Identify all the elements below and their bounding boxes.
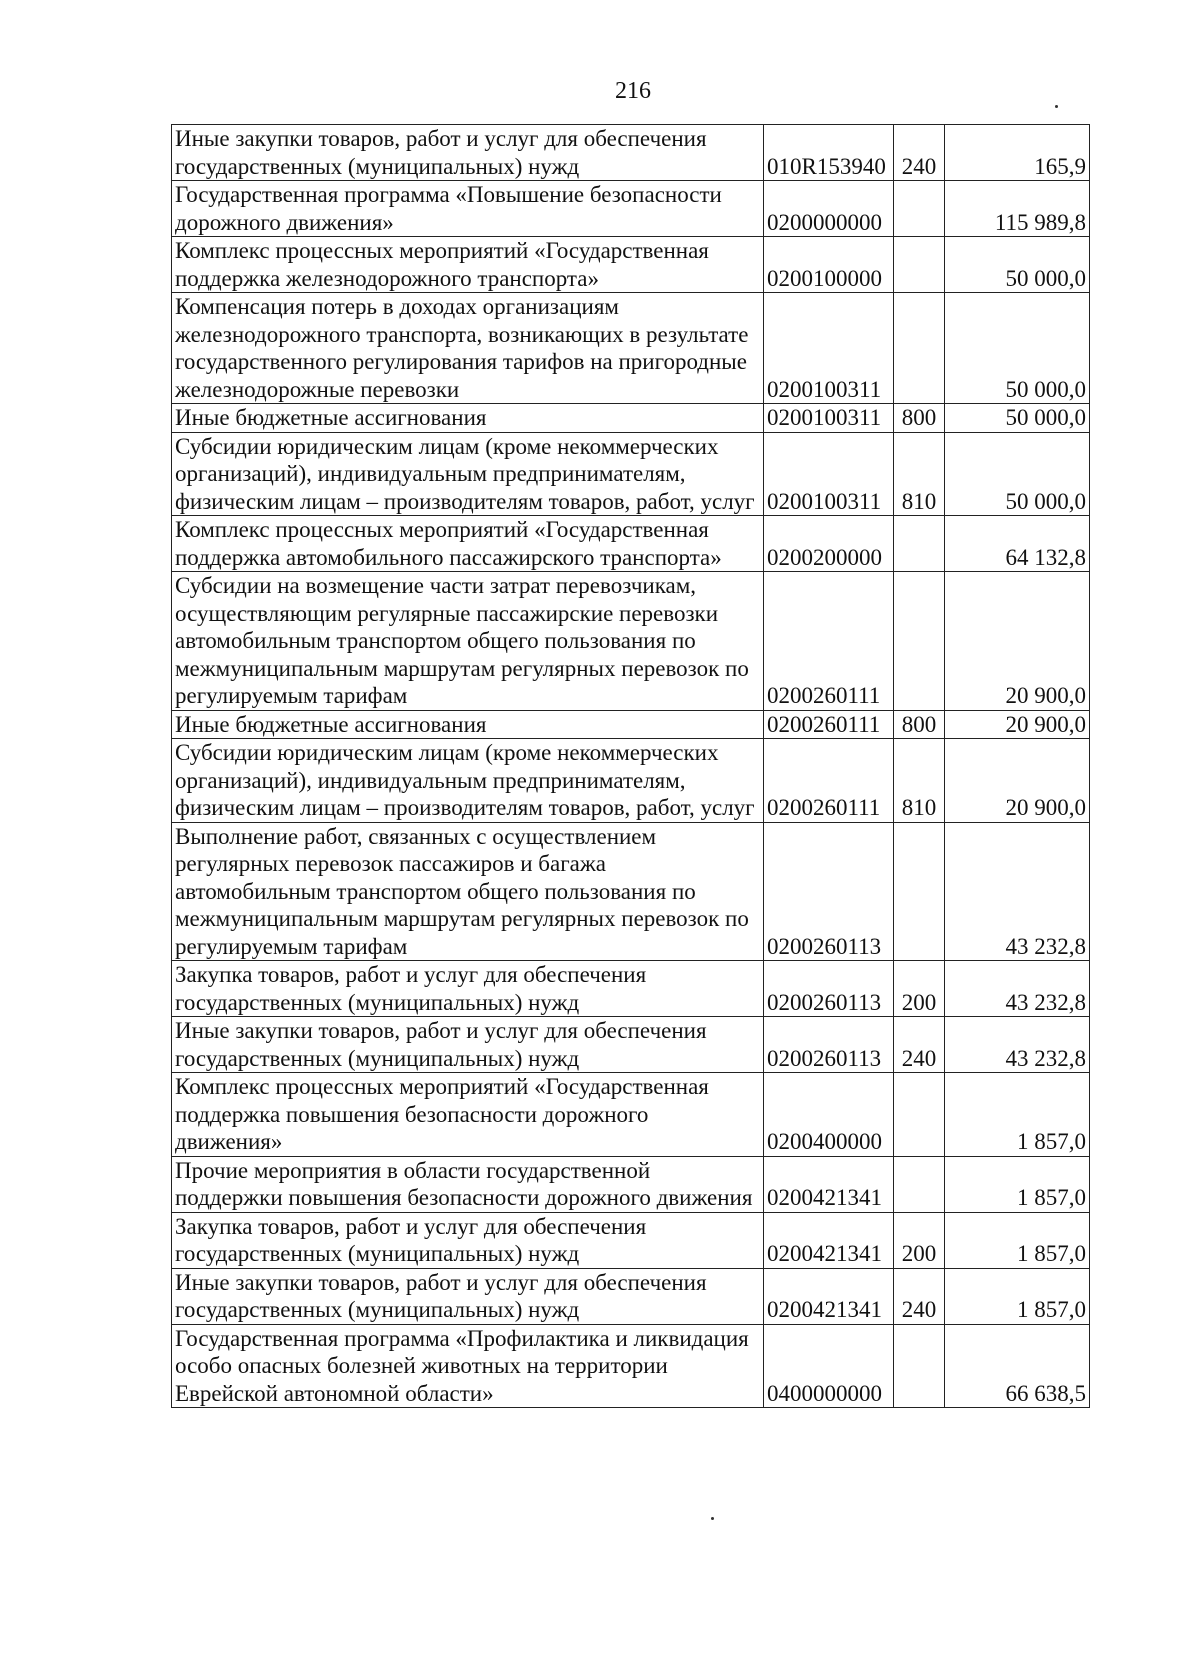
row-name-cell: Закупка товаров, работ и услуг для обеспечения государственных (муниципальных) нужд	[172, 961, 764, 1017]
row-sum-cell: 1 857,0	[945, 1073, 1090, 1157]
row-sum-cell: 43 232,8	[945, 961, 1090, 1017]
table-row	[172, 293, 1090, 404]
row-sum-cell: 50 000,0	[945, 404, 1090, 433]
row-sum-cell: 66 638,5	[945, 1324, 1090, 1408]
row-code-cell: 0200260111	[764, 710, 894, 739]
row-name-cell: Комплекс процессных мероприятий «Государственная поддержка автомобильного пассажирского транспорта»	[172, 516, 764, 572]
row-sum-cell: 20 900,0	[945, 572, 1090, 711]
table-row	[172, 572, 1090, 711]
row-type-cell	[894, 181, 945, 237]
row-sum-cell: 115 989,8	[945, 181, 1090, 237]
table-row	[172, 1017, 1090, 1073]
row-name-cell: Выполнение работ, связанных с осуществлением регулярных перевозок пассажиров и багажа автомобильным транспортом общего пользования по межмуниципальным маршрутам регулярных перевозок по регулируемым тарифам	[172, 822, 764, 961]
row-code-cell: 010R153940	[764, 125, 894, 181]
row-type-cell: 240	[894, 1017, 945, 1073]
table-row	[172, 125, 1090, 181]
row-name-cell: Комплекс процессных мероприятий «Государственная поддержка железнодорожного транспорта»	[172, 237, 764, 293]
row-code-cell: 0200260113	[764, 1017, 894, 1073]
row-name-cell: Иные закупки товаров, работ и услуг для обеспечения государственных (муниципальных) нужд	[172, 1268, 764, 1324]
row-code-cell: 0200421341	[764, 1212, 894, 1268]
row-sum-cell: 50 000,0	[945, 237, 1090, 293]
row-name-cell: Субсидии юридическим лицам (кроме некоммерческих организаций), индивидуальным предпринимателям, физическим лицам – производителям товаров, работ, услуг	[172, 739, 764, 823]
row-code-cell: 0200421341	[764, 1268, 894, 1324]
row-sum-cell: 20 900,0	[945, 710, 1090, 739]
table-row	[172, 181, 1090, 237]
budget-table-body	[172, 125, 1090, 1408]
table-row	[172, 432, 1090, 516]
table-row	[172, 822, 1090, 961]
row-code-cell: 0200400000	[764, 1073, 894, 1157]
row-code-cell: 0200100000	[764, 237, 894, 293]
row-name-cell: Субсидии юридическим лицам (кроме некоммерческих организаций), индивидуальным предпринимателям, физическим лицам – производителям товаров, работ, услуг	[172, 432, 764, 516]
row-type-cell	[894, 1156, 945, 1212]
row-type-cell: 810	[894, 739, 945, 823]
row-type-cell	[894, 516, 945, 572]
row-sum-cell: 1 857,0	[945, 1212, 1090, 1268]
row-code-cell: 0200260113	[764, 822, 894, 961]
row-code-cell: 0200200000	[764, 516, 894, 572]
table-row	[172, 739, 1090, 823]
table-row	[172, 1156, 1090, 1212]
table-row	[172, 961, 1090, 1017]
row-sum-cell: 20 900,0	[945, 739, 1090, 823]
table-row	[172, 1324, 1090, 1408]
row-name-cell: Комплекс процессных мероприятий «Государственная поддержка повышения безопасности дорожного движения»	[172, 1073, 764, 1157]
table-row	[172, 710, 1090, 739]
row-name-cell: Компенсация потерь в доходах организациям железнодорожного транспорта, возникающих в результате государственного регулирования тарифов на пригородные железнодорожные перевозки	[172, 293, 764, 404]
table-row	[172, 1212, 1090, 1268]
row-name-cell: Субсидии на возмещение части затрат перевозчикам, осуществляющим регулярные пассажирские перевозки автомобильным транспортом общего пользования по межмуниципальным маршрутам регулярных перевозок по регулируемым тарифам	[172, 572, 764, 711]
table-row	[172, 516, 1090, 572]
row-code-cell: 0200421341	[764, 1156, 894, 1212]
row-type-cell	[894, 293, 945, 404]
row-type-cell: 240	[894, 1268, 945, 1324]
row-name-cell: Иные закупки товаров, работ и услуг для обеспечения государственных (муниципальных) нужд	[172, 125, 764, 181]
row-type-cell: 800	[894, 404, 945, 433]
page-number: 216	[615, 78, 651, 104]
row-type-cell	[894, 572, 945, 711]
scan-speck	[1055, 105, 1058, 108]
row-type-cell: 810	[894, 432, 945, 516]
row-code-cell: 0200100311	[764, 293, 894, 404]
row-name-cell: Иные бюджетные ассигнования	[172, 404, 764, 433]
row-sum-cell: 165,9	[945, 125, 1090, 181]
row-code-cell: 0200260113	[764, 961, 894, 1017]
row-sum-cell: 1 857,0	[945, 1156, 1090, 1212]
row-sum-cell: 64 132,8	[945, 516, 1090, 572]
row-code-cell: 0200100311	[764, 404, 894, 433]
row-code-cell: 0200100311	[764, 432, 894, 516]
table-row	[172, 1073, 1090, 1157]
row-type-cell: 240	[894, 125, 945, 181]
row-sum-cell: 43 232,8	[945, 822, 1090, 961]
row-type-cell: 800	[894, 710, 945, 739]
row-sum-cell: 50 000,0	[945, 432, 1090, 516]
row-name-cell: Государственная программа «Профилактика и ликвидация особо опасных болезней животных на территории Еврейской автономной области»	[172, 1324, 764, 1408]
row-code-cell: 0200260111	[764, 572, 894, 711]
row-type-cell	[894, 1324, 945, 1408]
row-sum-cell: 43 232,8	[945, 1017, 1090, 1073]
row-name-cell: Иные бюджетные ассигнования	[172, 710, 764, 739]
row-name-cell: Закупка товаров, работ и услуг для обеспечения государственных (муниципальных) нужд	[172, 1212, 764, 1268]
row-name-cell: Иные закупки товаров, работ и услуг для обеспечения государственных (муниципальных) нужд	[172, 1017, 764, 1073]
row-type-cell: 200	[894, 961, 945, 1017]
budget-table	[171, 124, 1090, 1408]
row-code-cell: 0200000000	[764, 181, 894, 237]
row-code-cell: 0400000000	[764, 1324, 894, 1408]
row-code-cell: 0200260111	[764, 739, 894, 823]
row-name-cell: Государственная программа «Повышение безопасности дорожного движения»	[172, 181, 764, 237]
table-row	[172, 1268, 1090, 1324]
row-type-cell: 200	[894, 1212, 945, 1268]
row-sum-cell: 1 857,0	[945, 1268, 1090, 1324]
row-name-cell: Прочие мероприятия в области государственной поддержки повышения безопасности дорожного движения	[172, 1156, 764, 1212]
row-type-cell	[894, 822, 945, 961]
scan-speck	[711, 1517, 714, 1520]
row-type-cell	[894, 237, 945, 293]
table-row	[172, 237, 1090, 293]
table-row	[172, 404, 1090, 433]
row-sum-cell: 50 000,0	[945, 293, 1090, 404]
row-type-cell	[894, 1073, 945, 1157]
